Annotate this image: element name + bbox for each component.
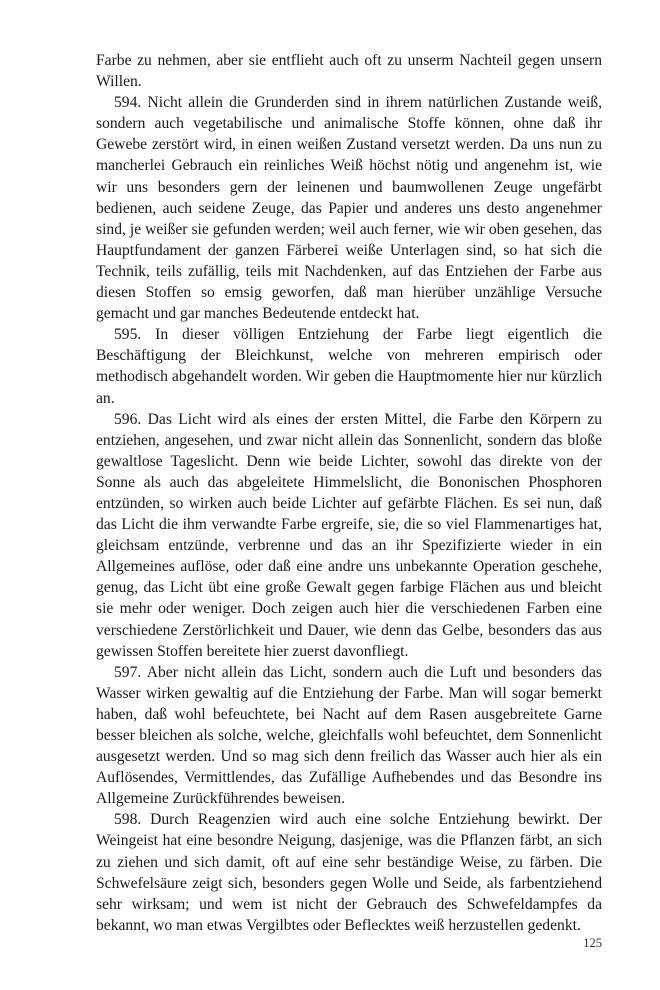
page-number: 125 <box>583 936 602 950</box>
paragraph-598: 598. Durch Reagenzien wird auch eine solche Entziehung bewirkt. Der Weingeist hat eine besondre Neigung, dasjenige, was die Pflanzen färbt, an sich zu ziehen und sich damit, oft auf eine sehr beständige Weise, zu färben. Die Schwefelsäure zeigt sich, besonders gegen Wolle und Seide, als farbentziehend sehr wirksam; und wem ist nicht der Gebrauch des Schwefeldampfes da bekannt, wo man etwas Vergilbtes oder Beflecktes weiß herzustellen gedenkt. <box>96 811 602 934</box>
paragraph-594: 594. Nicht allein die Grunderden sind in ihrem natürlichen Zustande weiß, sondern auch vegetabilische und animalische Stoffe können, ohne daß ihr Gewebe zerstört wird, in einen weißen Zustand versetzt werden. Da uns nun zu mancherlei Gebrauch ein reinliches Weiß höchst nötig und angenehm ist, wie wir uns besonders gern der leinenen und baumwollenen Zeuge ungefärbt bedienen, auch seidene Zeuge, das Papier und anderes uns desto angenehmer sind, je weißer sie gefunden werden; weil auch ferner, wie wir oben gesehen, das Hauptfundament der ganzen Färberei weiße Unterlagen sind, so hat sich die Technik, teils zufällig, teils mit Nachdenken, auf das Entziehen der Farbe aus diesen Stoffen so emsig geworfen, daß man hierüber unzählige Versuche gemacht und gar manches Bedeutende entdeckt hat. <box>96 94 602 323</box>
paragraph-continuation: Farbe zu nehmen, aber sie entflieht auch oft zu unserm Nachteil gegen unsern Willen. <box>96 52 602 91</box>
paragraph-597: 597. Aber nicht allein das Licht, sondern auch die Luft und besonders das Wasser wirken gewaltig auf die Entziehung der Farbe. Man will sogar bemerkt haben, daß wohl befeuchtete, bei Nacht auf dem Rasen ausgebreitete Garne besser bleichen als solche, welche, gleichfalls wohl befeuchtet, dem Sonnenlicht ausgesetzt werden. Und so mag sich denn freilich das Wasser auch hier als ein Auflösendes, Vermittlendes, das Zufällige Aufhebendes und das Besondre ins Allgemeine Zurückführendes beweisen. <box>96 663 602 808</box>
paragraph-595: 595. In dieser völligen Entziehung der Farbe liegt eigentlich die Beschäftigung der Bleichkunst, welche von mehreren empirisch oder methodisch abgehandelt worden. Wir geben die Hauptmomente hier nur kürzlich an. <box>96 326 602 407</box>
paragraph-596: 596. Das Licht wird als eines der ersten Mittel, die Farbe den Körpern zu entziehen, angesehen, und zwar nicht allein das Sonnenlicht, sondern das bloße gewaltlose Tageslicht. Denn wie beide Lichter, sowohl das direkte von der Sonne als auch das abgeleitete Himmelslicht, die Bononischen Phosphoren entzünden, so wirken auch beide Lichter auf gefärbte Flächen. Es sei nun, daß das Licht die ihm verwandte Farbe ergreife, sie, die so viel Flammenartiges hat, gleichsam entzünde, verbrenne und das an ihr Spezifizierte wieder in ein Allgemeines auflöse, oder daß eine andre uns unbekannte Operation geschehe, genug, das Licht übt eine große Gewalt gegen farbige Flächen aus und bleicht sie mehr oder weniger. Doch zeigen auch hier die verschiedenen Farben eine verschiedene Zerstörlichkeit und Dauer, wie denn das Gelbe, besonders das aus gewissen Stoffen bereitete hier zuerst davonfliegt. <box>96 410 602 660</box>
body-text <box>96 50 602 936</box>
